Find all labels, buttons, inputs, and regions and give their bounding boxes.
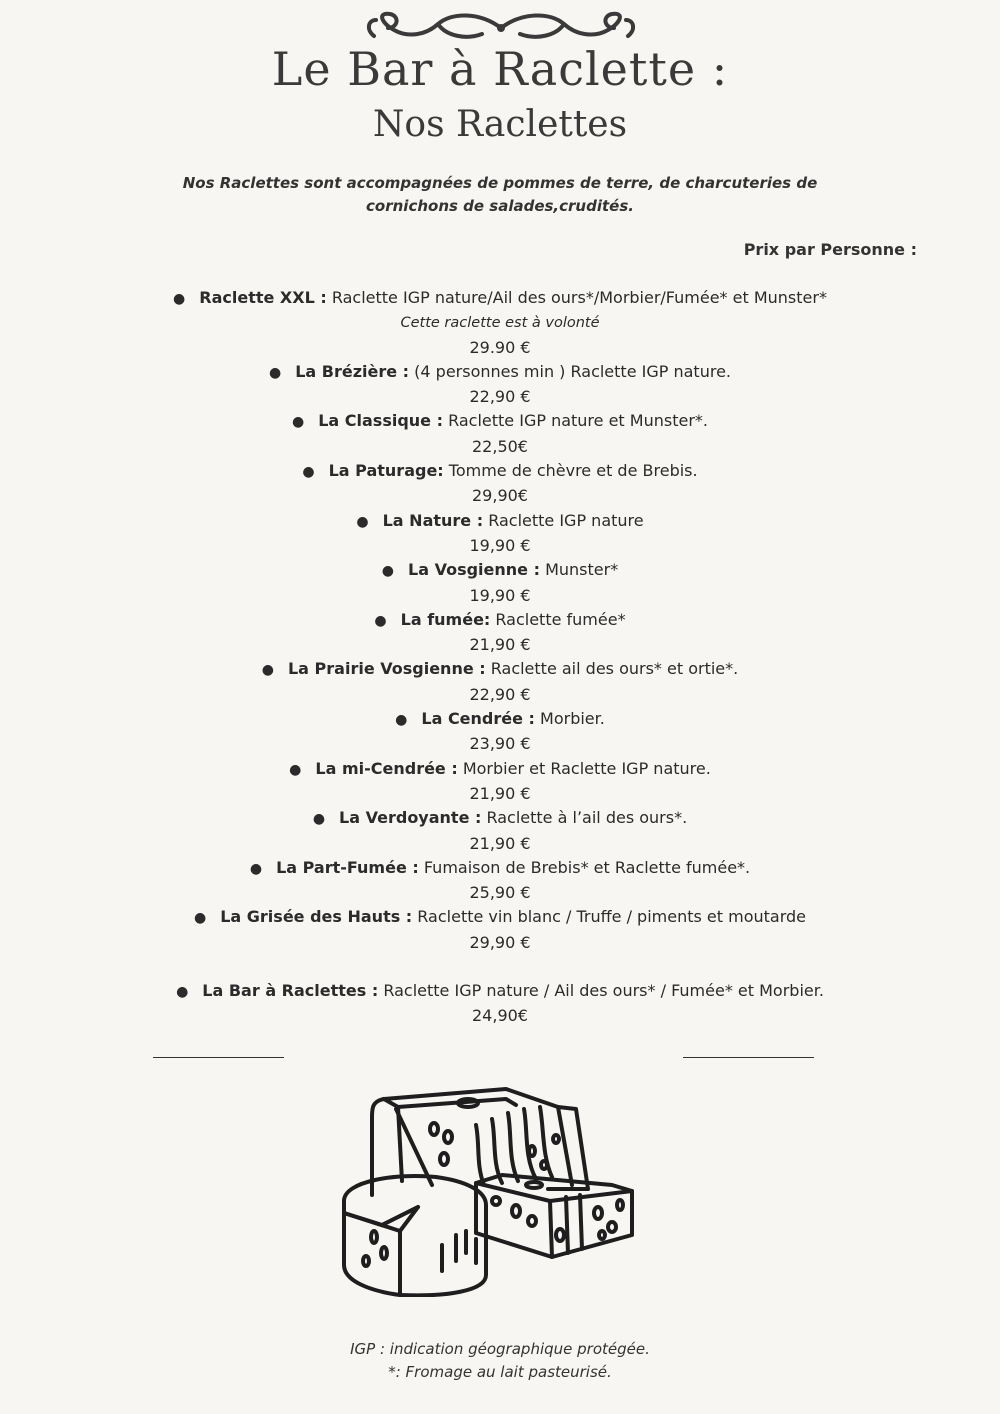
item-description: Raclette IGP nature / Ail des ours* / Fumée* et Morbier. bbox=[378, 981, 824, 1001]
item-price: 24,90€ bbox=[472, 1006, 528, 1026]
item-name: La Verdoyante : bbox=[339, 808, 482, 828]
bullet-icon: ● bbox=[356, 513, 369, 530]
item-description: Raclette vin blanc / Truffe / piments et moutarde bbox=[412, 907, 806, 927]
item-name: La Vosgienne : bbox=[408, 560, 540, 580]
item-name: Raclette XXL : bbox=[199, 288, 327, 307]
item-price: 19,90 € bbox=[469, 585, 531, 605]
item-price: 21,90 € bbox=[469, 635, 531, 655]
bullet-icon: ● bbox=[302, 464, 315, 481]
footer-pasteurized-note: *: Fromage au lait pasteurisé. bbox=[388, 1363, 612, 1381]
item-price: 29,90€ bbox=[472, 486, 528, 506]
bullet-icon: ● bbox=[289, 761, 302, 778]
menu-item bbox=[0, 360, 1000, 410]
spacer bbox=[0, 955, 1000, 979]
page-subtitle: Nos Raclettes bbox=[372, 104, 628, 145]
item-description: Morbier et Raclette IGP nature. bbox=[457, 758, 711, 778]
footer-notes bbox=[0, 1338, 1000, 1384]
bullet-icon: ● bbox=[381, 563, 395, 580]
footer-igp-note: IGP : indication géographique protégée. bbox=[350, 1340, 650, 1358]
menu-item bbox=[0, 905, 1000, 955]
item-name: La Prairie Vosgienne : bbox=[287, 659, 486, 679]
item-description: Raclette IGP nature et Munster*. bbox=[443, 411, 708, 431]
bullet-icon: ● bbox=[312, 811, 326, 828]
item-price: 19,90 € bbox=[469, 535, 531, 555]
item-price: 25,90 € bbox=[469, 883, 531, 903]
item-price: 22,90 € bbox=[469, 387, 531, 407]
separator-right bbox=[683, 1057, 814, 1058]
menu-item bbox=[0, 757, 1000, 807]
separator-left bbox=[153, 1057, 284, 1058]
menu-item bbox=[0, 608, 1000, 658]
menu-item bbox=[0, 558, 1000, 608]
price-header: Prix par Personne : bbox=[743, 240, 917, 259]
item-name: La Paturage: bbox=[328, 461, 444, 481]
menu-item bbox=[0, 856, 1000, 906]
item-description: Munster* bbox=[540, 560, 619, 580]
item-price: 23,90 € bbox=[469, 734, 531, 754]
item-price: 22,90 € bbox=[469, 684, 531, 704]
menu-item bbox=[0, 657, 1000, 707]
cheese-icon bbox=[336, 1085, 638, 1297]
item-name: La Part-Fumée : bbox=[276, 857, 419, 877]
item-name: La Brézière : bbox=[295, 361, 410, 381]
menu-item bbox=[0, 459, 1000, 509]
item-description: Tomme de chèvre et de Brebis. bbox=[443, 461, 698, 481]
item-name: La Bar à Raclettes : bbox=[202, 981, 379, 1001]
page-title: Le Bar à Raclette : bbox=[271, 42, 729, 96]
bullet-icon: ● bbox=[268, 364, 282, 381]
bullet-icon: ● bbox=[261, 662, 274, 679]
item-description: (4 personnes min ) Raclette IGP nature. bbox=[409, 361, 731, 381]
item-price: 29.90 € bbox=[469, 337, 531, 357]
item-name: La Grisée des Hauts : bbox=[220, 907, 413, 927]
menu-item bbox=[0, 286, 1000, 360]
bullet-icon: ● bbox=[249, 860, 263, 877]
item-name: La Nature : bbox=[382, 510, 484, 530]
item-price: 29,90 € bbox=[469, 932, 531, 952]
bullet-icon: ● bbox=[395, 712, 408, 729]
item-description: Morbier. bbox=[534, 709, 605, 729]
bullet-icon: ● bbox=[194, 910, 207, 927]
bullet-icon: ● bbox=[374, 612, 387, 629]
menu-item bbox=[0, 707, 1000, 757]
menu-item bbox=[0, 979, 1000, 1029]
menu-item bbox=[0, 509, 1000, 559]
item-description: Raclette à l’ail des ours*. bbox=[481, 808, 688, 828]
item-note: Cette raclette est à volonté bbox=[400, 315, 600, 332]
item-description: Fumaison de Brebis* et Raclette fumée*. bbox=[418, 857, 751, 877]
item-description: Raclette fumée* bbox=[490, 609, 626, 629]
menu-item bbox=[0, 409, 1000, 459]
bullet-icon: ● bbox=[176, 984, 189, 1001]
item-price: 21,90 € bbox=[469, 783, 531, 803]
item-description: Raclette IGP nature/Ail des ours*/Morbier/Fumée* et Munster* bbox=[326, 288, 827, 307]
menu-list bbox=[0, 286, 1000, 1029]
intro-text: Nos Raclettes sont accompagnées de pommes de terre, de charcuteries de cornichons de salades,crudités. bbox=[182, 174, 818, 215]
item-name: La Cendrée : bbox=[421, 709, 535, 729]
bullet-icon: ● bbox=[292, 414, 305, 431]
menu-item bbox=[0, 806, 1000, 856]
item-name: La Classique : bbox=[318, 411, 443, 431]
bullet-icon: ● bbox=[173, 291, 186, 307]
item-description: Raclette ail des ours* et ortie*. bbox=[485, 659, 739, 679]
item-price: 21,90 € bbox=[469, 833, 531, 853]
item-name: La fumée: bbox=[400, 609, 491, 629]
item-name: La mi-Cendrée : bbox=[315, 758, 458, 778]
item-description: Raclette IGP nature bbox=[483, 510, 644, 530]
item-price: 22,50€ bbox=[472, 436, 528, 456]
